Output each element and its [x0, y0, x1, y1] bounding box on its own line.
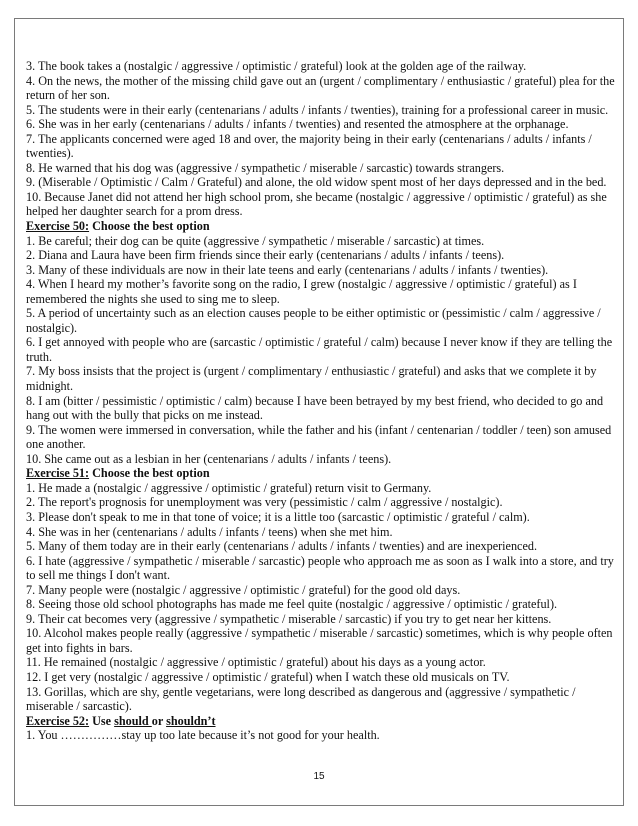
exercise-51: [26, 466, 616, 713]
exercise-51-heading: [26, 466, 616, 481]
list-item: 3. Many of these individuals are now in their late teens and early (centenarians / adults / infants / twenties).: [26, 262, 549, 277]
exercise-50-heading: [26, 219, 616, 234]
exercise-52-heading: [26, 714, 616, 729]
list-item: 7. The applicants concerned were aged 18 and over, the majority being in their early (centenarians / adults / infants / twenties).: [26, 131, 592, 161]
list-item: 4. On the news, the mother of the missing child gave out an (urgent / complimentary / enthusiastic / grateful) plea for the return of her son.: [26, 73, 615, 103]
list-item: 10. Alcohol makes people really (aggressive / sympathetic / miserable / sarcastic) sometimes, which is why people often get into fights in bars.: [26, 626, 613, 655]
exercise-49-continued: [26, 59, 616, 219]
list-item: 6. I hate (aggressive / sympathetic / miserable / sarcastic) people who approach me as soon as I walk into a store, and try to sell me things I don't want.: [26, 553, 614, 583]
list-item: 2. The report's prognosis for unemployment was very (pessimistic / calm / aggressive / nostalgic).: [26, 495, 503, 510]
list-item: 2. Diana and Laura have been firm friends since their early (centenarians / adults / infants / teens).: [26, 248, 505, 263]
exercise-50-label: Exercise 50:: [26, 219, 90, 234]
list-item: 8. He warned that his dog was (aggressive / sympathetic / miserable / sarcastic) towards strangers.: [26, 160, 505, 175]
list-item: 5. Many of them today are in their early (centenarians / adults / infants / twenties) and are inexperienced.: [26, 539, 538, 554]
list-item: 7. Many people were (nostalgic / aggressive / optimistic / grateful) for the good old days.: [26, 582, 461, 597]
exercise-52-use: Use: [89, 713, 115, 728]
exercise-52-shouldnt: shouldn’t: [166, 713, 216, 728]
list-item: 4. When I heard my mother’s favorite song on the radio, I grew (nostalgic / aggressive / optimistic / grateful) as I remembered the nights she used to sing me to sleep.: [26, 277, 577, 306]
exercise-50-title: Choose the best option: [89, 219, 210, 234]
document-body: [26, 59, 616, 743]
list-item: 1. Be careful; their dog can be quite (aggressive / sympathetic / miserable / sarcastic) at times.: [26, 233, 485, 248]
list-item: 1. He made a (nostalgic / aggressive / optimistic / grateful) return visit to Germany.: [26, 480, 432, 495]
list-item: 9. Their cat becomes very (aggressive / sympathetic / miserable / sarcastic) if you try to get near her kittens.: [26, 611, 552, 626]
list-item: 3. The book takes a (nostalgic / aggressive / optimistic / grateful) look at the golden age of the railway.: [26, 59, 527, 73]
list-item: 10. Because Janet did not attend her high school prom, she became (nostalgic / aggressive / optimistic / grateful) as she helped her daughter search for a prom dress.: [26, 189, 607, 219]
list-item: 5. The students were in their early (centenarians / adults / infants / twenties), training for a professional career in music.: [26, 102, 609, 117]
list-item: 1. You ……………stay up too late because it’s not good for your health.: [26, 728, 380, 743]
list-item: 9. The women were immersed in conversation, while the father and his (infant / centenarian / toddler / teen) son amused one another.: [26, 422, 612, 452]
exercise-52-label: Exercise 52:: [26, 713, 90, 728]
list-item: 10. She came out as a lesbian in her (centenarians / adults / infants / teens).: [26, 451, 392, 466]
list-item: 13. Gorillas, which are shy, gentle vegetarians, were long described as dangerous and (aggressive / sympathetic / miserable / sarcastic).: [26, 684, 576, 714]
list-item: 9. (Miserable / Optimistic / Calm / Grateful) and alone, the old widow spent most of her days depressed and in the bed.: [26, 175, 607, 190]
exercise-52-or: or: [151, 713, 167, 728]
list-item: 11. He remained (nostalgic / aggressive / optimistic / grateful) about his days as a young actor.: [26, 655, 486, 670]
list-item: 4. She was in her (centenarians / adults / infants / teens) when she met him.: [26, 524, 393, 539]
exercise-52: [26, 714, 616, 743]
list-item: 3. Please don't speak to me in that tone of voice; it is a little too (sarcastic / optimistic / grateful / calm).: [26, 509, 530, 524]
list-item: 6. She was in her early (centenarians / adults / infants / twenties) and resented the atmosphere at the orphanage.: [26, 117, 569, 132]
list-item: 5. A period of uncertainty such as an election causes people to be either optimistic or (pessimistic / calm / aggressive / nostalgic).: [26, 306, 601, 335]
list-item: 7. My boss insists that the project is (urgent / complimentary / enthusiastic / grateful) and asks that we complete it by midnight.: [26, 364, 597, 394]
exercise-51-title: Choose the best option: [89, 466, 210, 481]
exercise-50: [26, 219, 616, 466]
list-item: 6. I get annoyed with people who are (sarcastic / optimistic / grateful / calm) because I never know if they are telling the truth.: [26, 335, 613, 364]
list-item: 8. Seeing those old school photographs has made me feel quite (nostalgic / aggressive / optimistic / grateful).: [26, 597, 558, 612]
page-number: 15: [313, 771, 325, 782]
list-item: 12. I get very (nostalgic / aggressive / optimistic / grateful) when I watch these old musicals on TV.: [26, 669, 510, 684]
list-item: 8. I am (bitter / pessimistic / optimistic / calm) because I have been betrayed by my best friend, who decided to go and hang out with the bully that picks on me instead.: [26, 393, 604, 423]
exercise-52-should: should: [114, 713, 152, 728]
exercise-51-label: Exercise 51:: [26, 466, 90, 481]
